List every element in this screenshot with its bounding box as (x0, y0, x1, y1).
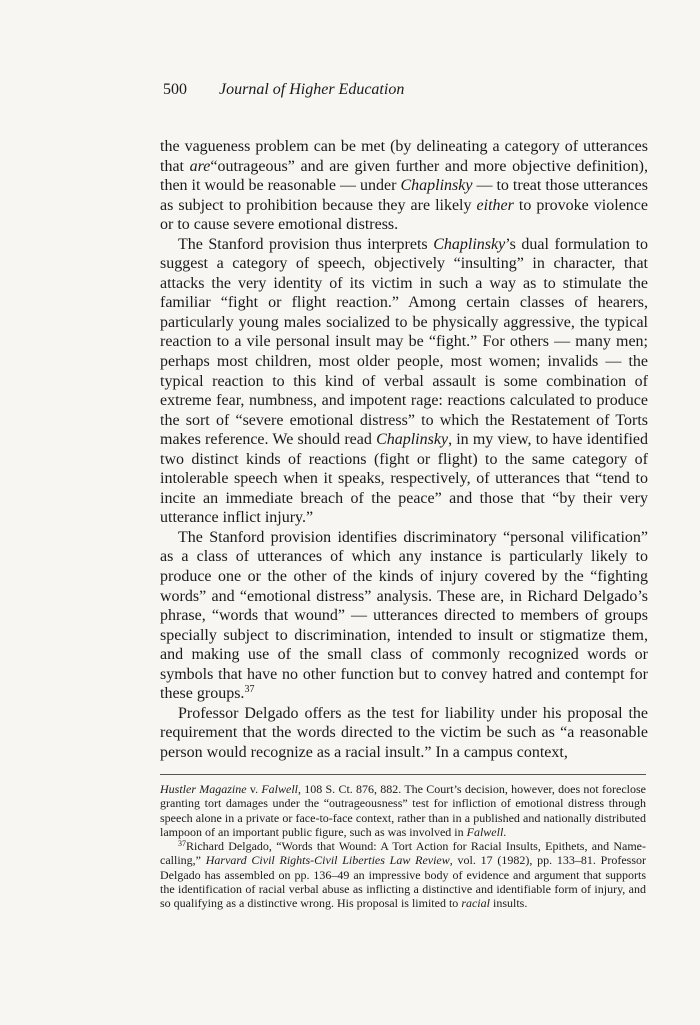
footnote-divider (160, 774, 646, 775)
footnote-number: 37 (178, 839, 186, 849)
footnotes (160, 782, 646, 911)
footnote-ref-37[interactable]: 37 (244, 684, 255, 696)
body-text (160, 137, 648, 763)
journal-title: Journal of Higher Education (219, 81, 405, 98)
paragraph-1: the vagueness problem can be met (by delineating a category of utterances that are“outrageous” and are given further and more objective definition), then it would be reasonable — under Chaplinsky — to treat those utterances as subject to prohibition because they are likely either to provoke violence or to cause severe emotional distress. (160, 138, 648, 234)
paragraph-2: The Stanford provision thus interprets Chaplinsky’s dual formulation to suggest a category of speech, objectively “insulting” in character, that attacks the very identity of its victim in such a way as to stimulate the familiar “fight or flight reaction.” Among certain classes of hearers, particularly young males socialized to be physically aggressive, the typical reaction to a vile personal insult may be “fight.” For others — many men; perhaps most children, most older people, most women; invalids — the typical reaction to this kind of verbal assault is some combination of extreme fear, numbness, and impotent rage: reactions calculated to produce the sort of “severe emotional distress” to which the Restatement of Torts makes reference. We should read Chaplinsky, in my view, to have identified two distinct kinds of reactions (fight or flight) to the same category of intolerable speech when it speaks, respectively, of utterances that “tend to incite an immediate breach of the peace” and those that “by their very utterance inflict injury.” (160, 235, 649, 527)
page-number: 500 (163, 81, 187, 98)
running-header (163, 80, 404, 100)
paragraph-4: Professor Delgado offers as the test for liability under his proposal the requirement that the words directed to the victim be such as “a reasonable person would recognize as a racial insult.” In a campus context, (160, 704, 648, 761)
paragraph-3: The Stanford provision identifies discriminatory “personal vilification” as a class of utterances of which any instance is particularly likely to produce one or the other of the kinds of injury covered by the “fighting words” and “emotional distress” analysis. These are, in Richard Delgado’s phrase, “words that wound” — utterances directed to members of groups specially subject to discrimination, intended to insult or stigmatize them, and making use of the small class of commonly recognized words or symbols that have no other function but to convey hatred and contempt for these groups.$^{37}$ (160, 528, 648, 703)
footnote-37: $^{37}$Richard Delgado, “Words that Wound: A Tort Action for Racial Insults, Epithets, and Name-calling,” Harvard Civil Rights-Civil Liberties Law Review, vol. 17 (1982), pp. 133–81. Professor Delgado has assembled on pp. 136–49 an impressive body of evidence and argument that supports the identification of racial verbal abuse as inflicting a distinctive and identifiable form of injury, and so qualifying as a distinctive wrong. His proposal is limited to racial insults. (160, 839, 646, 911)
footnote-continued: Hustler Magazine v. Falwell, 108 S. Ct. 876, 882. The Court’s decision, however, does not foreclose granting tort damages under the “outrageousness” test for infliction of emotional distress through speech alone in a private or face-to-face context, rather than in a published and nationally distributed lampoon of an important public figure, such as was involved in Falwell. (160, 782, 646, 839)
